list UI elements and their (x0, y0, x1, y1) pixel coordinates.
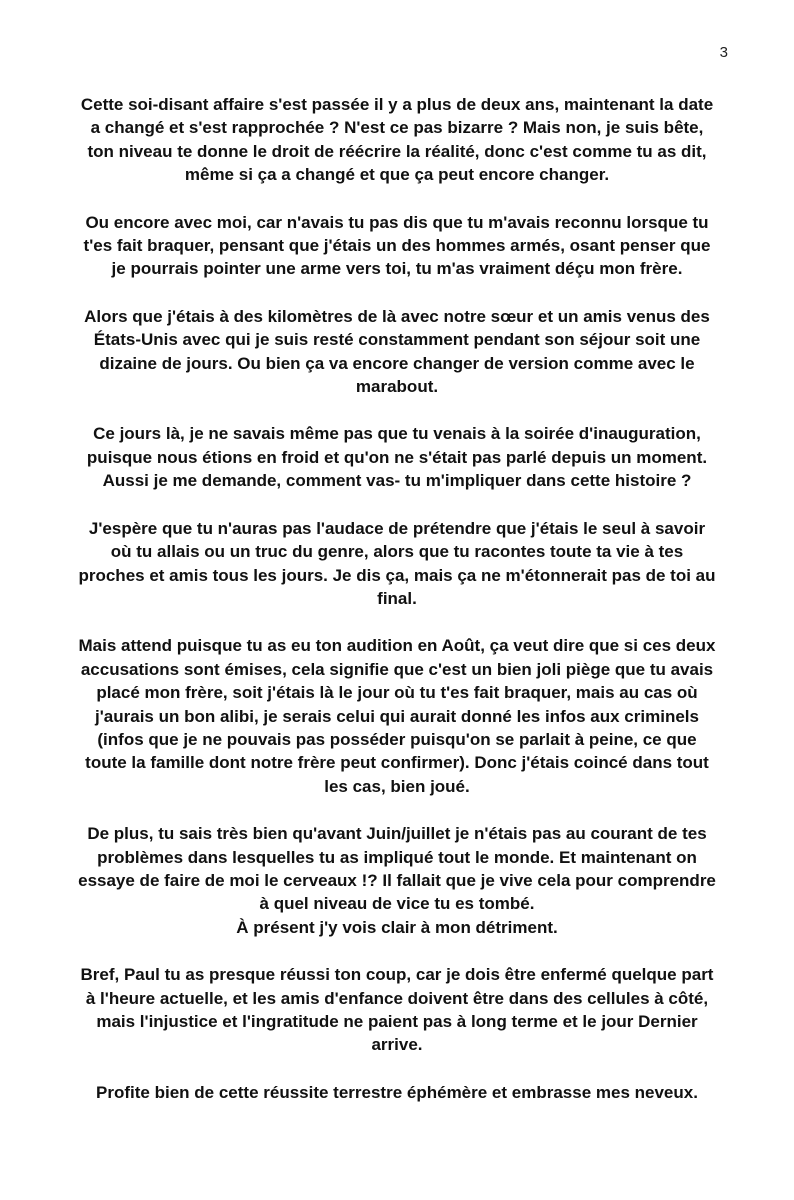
text-line: puisque nous étions en froid et qu'on ne s'était pas parlé depuis un moment. (86, 447, 708, 467)
paragraph-2 (40, 211, 754, 281)
paragraph-5 (40, 517, 754, 611)
paragraph-8 (40, 963, 754, 1057)
page-number: 3 (719, 44, 728, 61)
letter-body (40, 93, 754, 1128)
paragraph-4 (40, 422, 754, 492)
text-line: final. (377, 588, 417, 608)
text-line: marabout. (355, 377, 439, 397)
text-line: (infos que je ne pouvais pas posséder puisqu'on se parlait à peine, ce que (97, 729, 697, 749)
text-line: placé mon frère, soit j'étais là le jour où tu t'es fait braquer, mais au cas où (96, 683, 698, 703)
text-line: J'espère que tu n'auras pas l'audace de prétendre que j'étais le seul à savoir (88, 518, 706, 538)
text-line: Ce jours là, je ne savais même pas que tu venais à la soirée d'inauguration, (93, 424, 701, 444)
paragraph-3 (40, 305, 754, 399)
text-line: Bref, Paul tu as presque réussi ton coup, car je dois être enfermé quelque part (80, 965, 714, 985)
text-line: où tu allais ou un truc du genre, alors que tu racontes toute ta vie à tes (110, 542, 684, 562)
text-line: problèmes dans lesquelles tu as impliqué tout le monde. Et maintenant on (97, 847, 697, 867)
text-line: Alors que j'étais à des kilomètres de là avec notre sœur et un amis venus des (84, 306, 710, 326)
text-line: essaye de faire de moi le cerveaux !? Il fallait que je vive cela pour comprendre (78, 870, 716, 890)
text-line: les cas, bien joué. (324, 776, 470, 796)
text-line: De plus, tu sais très bien qu'avant Juin/juillet je n'étais pas au courant de tes (87, 824, 707, 844)
text-line: a changé et s'est rapprochée ? N'est ce pas bizarre ? Mais non, je suis bête, (90, 118, 704, 138)
text-line: Mais attend puisque tu as eu ton audition en Août, ça veut dire que si ces deux (78, 636, 716, 656)
text-line: arrive. (371, 1035, 423, 1055)
text-line: à quel niveau de vice tu es tombé. (259, 894, 535, 914)
text-line: Aussi je me demande, comment vas- tu m'impliquer dans cette histoire ? (102, 471, 692, 491)
text-line: toute la famille dont notre frère peut confirmer). Donc j'étais coincé dans tout (85, 753, 709, 773)
text-line: même si ça a changé et que ça peut encore changer. (184, 165, 610, 185)
text-line: accusations sont émises, cela signifie que c'est un bien joli piège que tu avais (80, 659, 714, 679)
paragraph-9 (40, 1081, 754, 1104)
text-line: dizaine de jours. Ou bien ça va encore changer de version comme avec le (99, 353, 695, 373)
paragraph-1 (40, 93, 754, 187)
text-line: États-Unis avec qui je suis resté constamment pendant son séjour soit une (93, 330, 701, 350)
text-line: Cette soi-disant affaire s'est passée il y a plus de deux ans, maintenant la date (80, 95, 714, 114)
text-line: Ou encore avec moi, car n'avais tu pas dis que tu m'avais reconnu lorsque tu (85, 212, 709, 232)
text-line: à l'heure actuelle, et les amis d'enfance doivent être dans des cellules à côté, (85, 988, 709, 1008)
text-line: À présent j'y vois clair à mon détriment. (236, 917, 558, 937)
paragraph-6 (40, 634, 754, 798)
text-line: mais l'injustice et l'ingratitude ne paient pas à long terme et le jour Dernier (96, 1012, 698, 1031)
text-line: j'aurais un bon alibi, je serais celui qui aurait donné les infos aux criminels (95, 706, 699, 726)
paragraph-7 (40, 822, 754, 939)
text-line: ton niveau te donne le droit de réécrire la réalité, donc c'est comme tu as dit, (87, 141, 707, 161)
text-line: Profite bien de cette réussite terrestre éphémère et embrasse mes neveux. (96, 1082, 698, 1102)
text-line: proches et amis tous les jours. Je dis ça, mais ça ne m'étonnerait pas de toi au (78, 565, 716, 585)
text-line: t'es fait braquer, pensant que j'étais un des hommes armés, osant penser que (83, 236, 711, 256)
text-line: je pourrais pointer une arme vers toi, tu m'as vraiment déçu mon frère. (111, 259, 683, 279)
